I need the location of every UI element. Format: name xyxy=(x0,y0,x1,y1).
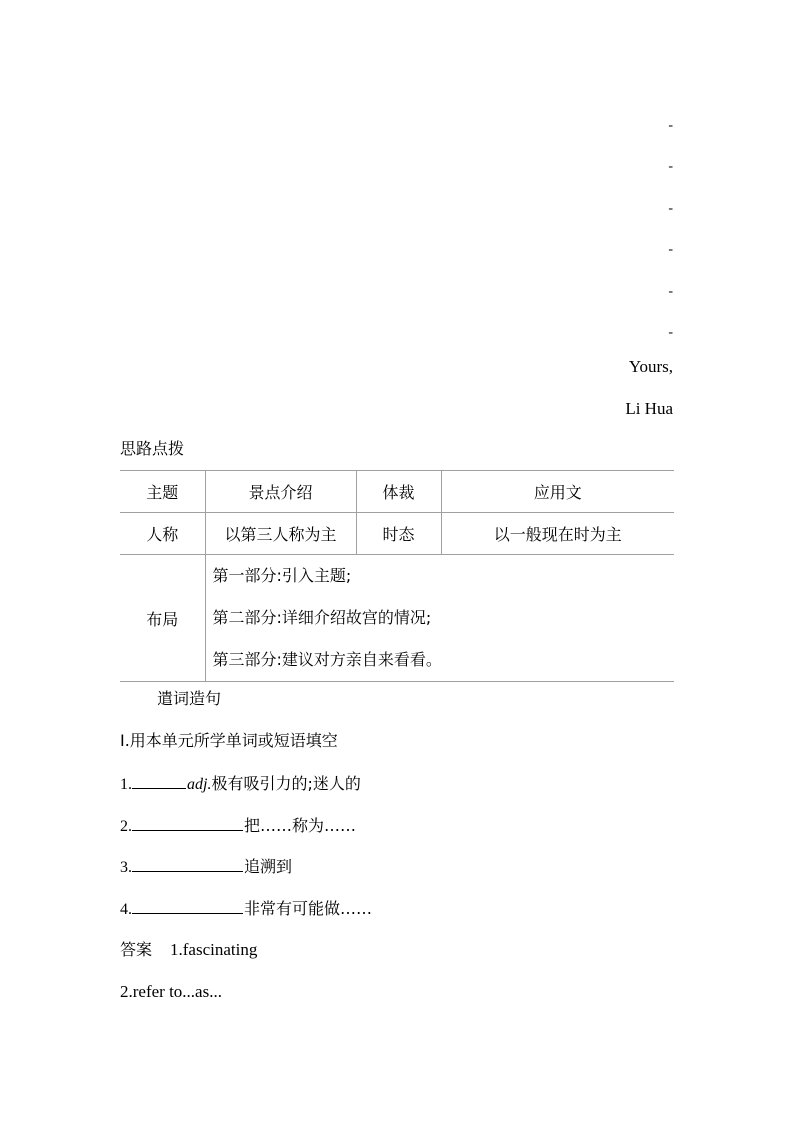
item-number: 3. xyxy=(120,859,132,876)
letter-signature: Li Hua xyxy=(625,399,673,418)
table-row xyxy=(120,555,674,682)
dash-line-5: - xyxy=(668,284,673,299)
section-title: Ⅰ.用本单元所学单词或短语填空 xyxy=(120,731,338,750)
answer-text-2: 2.refer to...as... xyxy=(120,982,222,1001)
table-cell-genre-value: 应用文 xyxy=(441,471,674,513)
answer-line-1 xyxy=(120,940,257,960)
letter-closing: Yours, xyxy=(628,357,673,376)
vocab-item-4 xyxy=(120,898,372,920)
answer-label: 答案 xyxy=(120,940,153,959)
table-row xyxy=(120,471,674,513)
part-of-speech: adj. xyxy=(187,776,212,793)
item-number: 4. xyxy=(120,901,132,918)
table-cell-layout-value xyxy=(205,555,674,682)
item-meaning: 把……称为…… xyxy=(244,816,357,835)
fill-blank-input[interactable] xyxy=(132,898,243,914)
table-cell-layout-label: 布局 xyxy=(120,555,205,682)
dash-line-1: - xyxy=(668,118,673,133)
item-number: 2. xyxy=(120,818,132,835)
table-row xyxy=(120,513,674,555)
dash-line-4: - xyxy=(668,242,673,257)
vocab-heading: 遣词造句 xyxy=(157,689,222,708)
fill-blank-input[interactable] xyxy=(132,815,243,831)
tips-table xyxy=(120,470,674,682)
vocab-item-3 xyxy=(120,856,292,878)
layout-part-2: 第二部分:详细介绍故宫的情况; xyxy=(212,608,432,627)
layout-part-3: 第三部分:建议对方亲自来看看。 xyxy=(212,650,442,669)
layout-part-1: 第一部分:引入主题; xyxy=(212,566,352,585)
item-meaning: 追溯到 xyxy=(244,857,293,876)
fill-blank-input[interactable] xyxy=(132,856,243,872)
vocab-item-1 xyxy=(120,773,361,795)
fill-blank-input[interactable] xyxy=(132,773,186,789)
answer-line-2 xyxy=(120,982,222,1002)
item-number: 1. xyxy=(120,776,132,793)
dash-line-3: - xyxy=(668,201,673,216)
vocab-item-2 xyxy=(120,815,356,837)
tips-heading: 思路点拨 xyxy=(120,439,185,458)
table-cell-theme-value: 景点介绍 xyxy=(205,471,356,513)
table-cell-theme-label: 主题 xyxy=(120,471,205,513)
dash-line-2: - xyxy=(668,159,673,174)
dash-line-6: - xyxy=(668,325,673,340)
table-cell-person-label: 人称 xyxy=(120,513,205,555)
table-cell-tense-label: 时态 xyxy=(356,513,441,555)
table-cell-genre-label: 体裁 xyxy=(356,471,441,513)
table-cell-tense-value: 以一般现在时为主 xyxy=(441,513,674,555)
item-meaning: 极有吸引力的;迷人的 xyxy=(211,774,361,793)
answer-text-1: 1.fascinating xyxy=(170,940,258,959)
item-meaning: 非常有可能做…… xyxy=(244,899,373,918)
table-cell-person-value: 以第三人称为主 xyxy=(205,513,356,555)
